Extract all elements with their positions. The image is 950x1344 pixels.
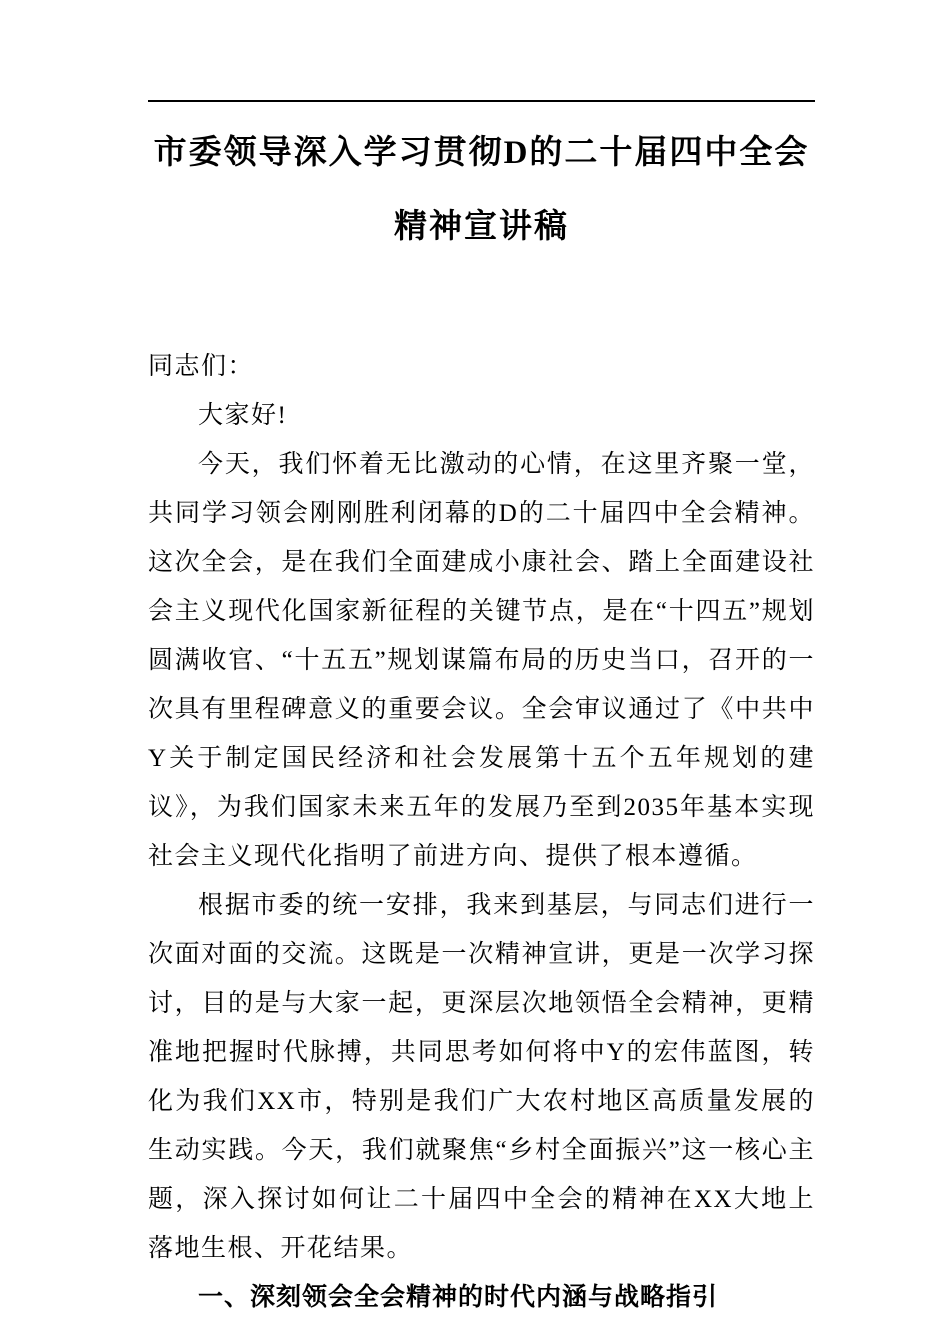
document-body	[148, 342, 815, 1322]
body-paragraph: 根据市委的统一安排，我来到基层，与同志们进行一次面对面的交流。这既是一次精神宣讲，更是一次学习探讨，目的是与大家一起，更深层次地领悟全会精神，更精准地把握时代脉搏，共同思考如何将中Y的宏伟蓝图，转化为我们XX市，特别是我们广大农村地区高质量发展的生动实践。今天，我们就聚焦“乡村全面振兴”这一核心主题，深入探讨如何让二十届四中全会的精神在XX大地上落地生根、开花结果。	[148, 892, 815, 1262]
body-paragraph: 今天，我们怀着无比激动的心情，在这里齐聚一堂，共同学习领会刚刚胜利闭幕的D的二十届四中全会精神。这次全会，是在我们全面建成小康社会、踏上全面建设社会主义现代化国家新征程的关键节点，是在“十四五”规划圆满收官、“十五五”规划谋篇布局的历史当口，召开的一次具有里程碑意义的重要会议。全会审议通过了《中共中Y关于制定国民经济和社会发展第十五个五年规划的建议》，为我们国家未来五年的发展乃至到2035年基本实现社会主义现代化指明了前进方向、提供了根本遵循。	[148, 451, 815, 870]
header-rule	[148, 100, 815, 102]
section-heading: 一、深刻领会全会精神的时代内涵与战略指引	[198, 1283, 719, 1311]
salutation-line: 同志们：	[148, 353, 255, 380]
greeting-line: 大家好!	[198, 402, 288, 429]
document-title: 市委领导深入学习贯彻D的二十届四中全会精神宣讲稿	[153, 135, 810, 245]
